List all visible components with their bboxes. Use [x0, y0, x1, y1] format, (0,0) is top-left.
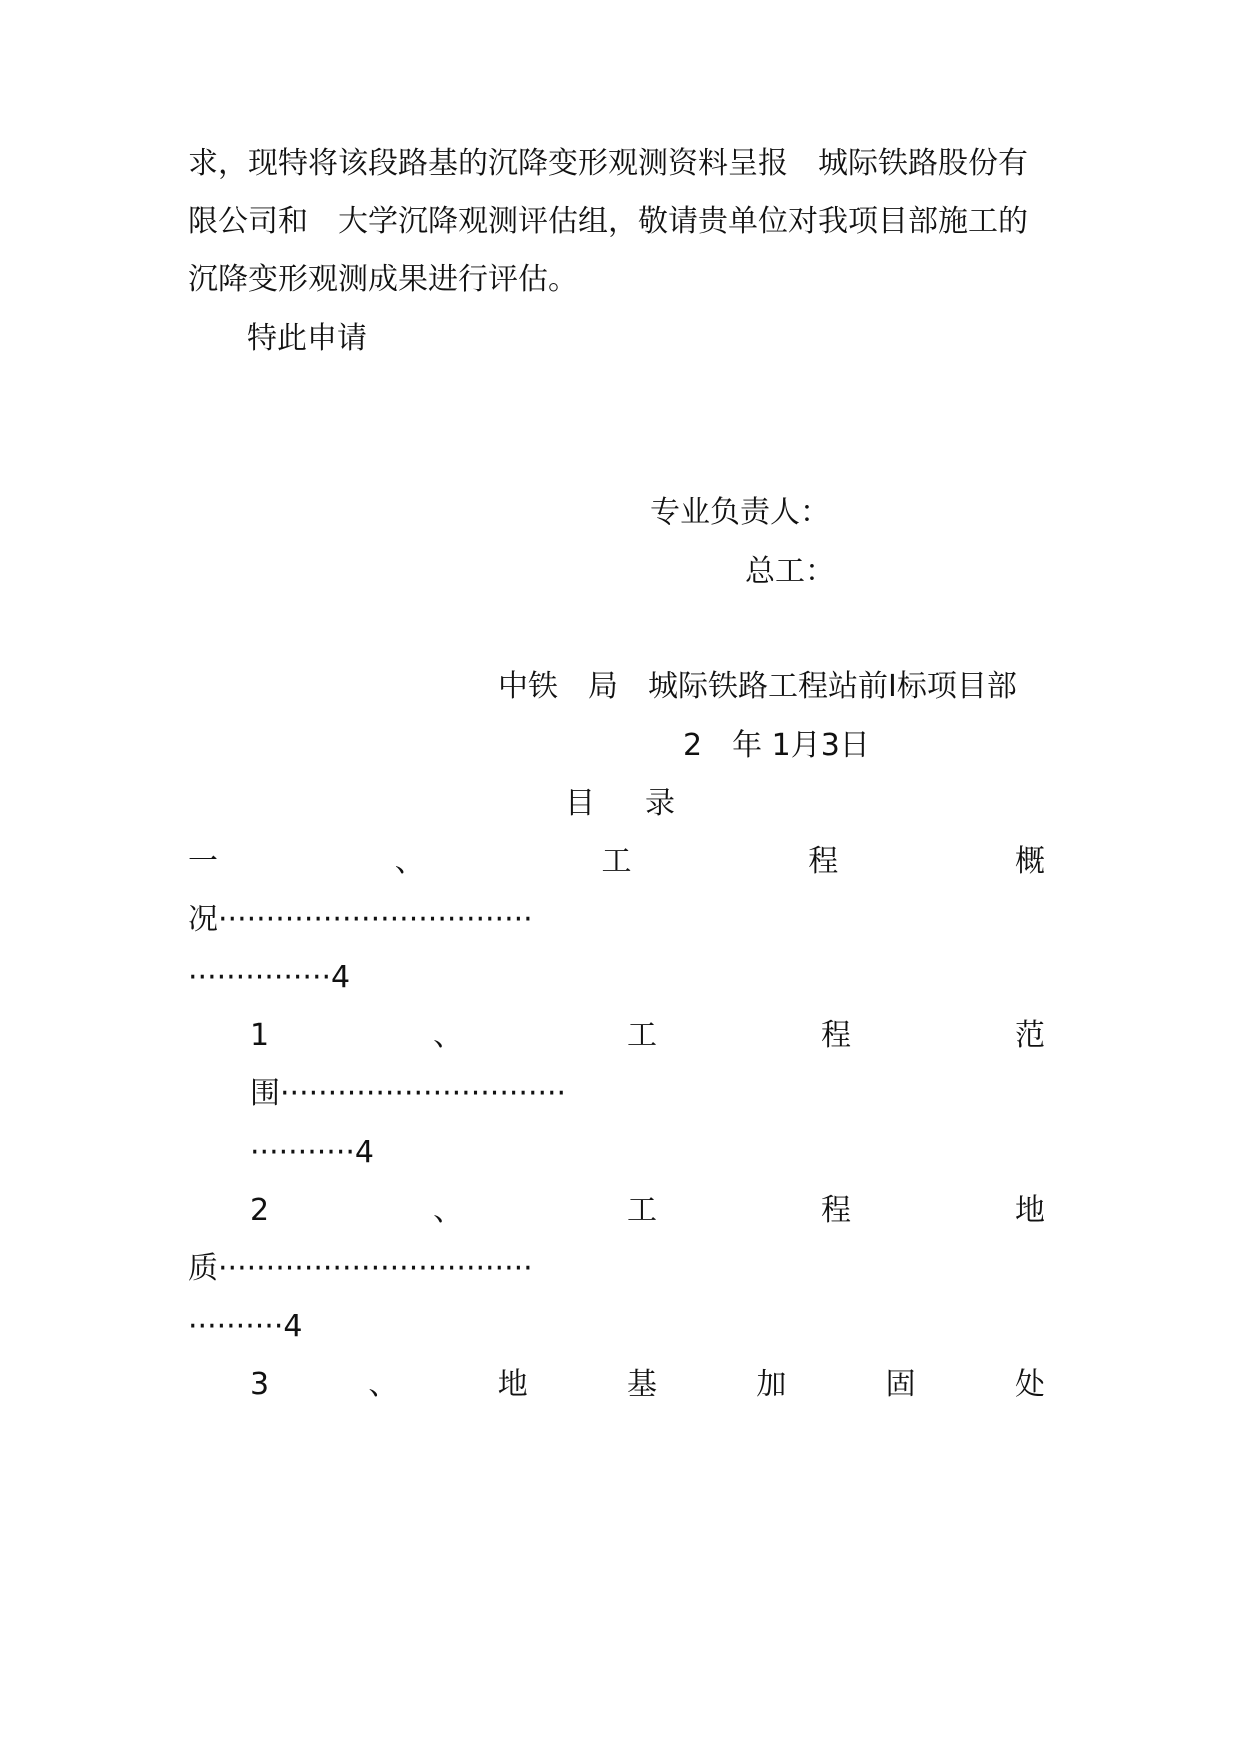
toc-entry-2-page-number-line[interactable]: ···········4: [250, 1135, 374, 1170]
toc-entry-2-part-4: 程: [821, 1018, 851, 1053]
body-paragraph-line-1: 求，现特将该段路基的沉降变形观测资料呈报 城际铁路股份有: [188, 146, 1028, 181]
toc-entry-3-part-3: 工: [627, 1193, 658, 1228]
table-of-contents-title: 目录: [565, 786, 725, 821]
document-date: 2 年 1月3日: [683, 728, 870, 763]
toc-entry-4-part-7: 处: [1014, 1367, 1045, 1402]
toc-entry-2-leader-line[interactable]: 围······························: [250, 1076, 567, 1111]
toc-entry-1-part-4: 程: [808, 844, 839, 879]
toc-entry-2-part-2: 、: [433, 1018, 464, 1053]
toc-entry-4-part-3: 地: [497, 1367, 528, 1402]
toc-entry-2-part-1: 1: [250, 1018, 270, 1053]
closing-text: 特此申请: [247, 321, 367, 356]
toc-entry-1-part-5: 概: [1015, 844, 1045, 879]
toc-entry-4-part-2: 、: [368, 1367, 399, 1402]
toc-entry-3-leader-line[interactable]: 质·································: [188, 1251, 533, 1286]
toc-entry-4-heading[interactable]: [250, 1367, 1045, 1403]
body-paragraph-line-3: 沉降变形观测成果进行评估。: [188, 262, 578, 297]
toc-entry-3-part-5: 地: [1014, 1193, 1045, 1228]
toc-entry-2-heading[interactable]: [250, 1018, 1045, 1054]
toc-entry-4-part-5: 加: [756, 1367, 787, 1402]
chief-engineer-signature-label: 总工：: [745, 554, 835, 589]
toc-entry-2-part-5: 范: [1014, 1018, 1045, 1053]
professional-signature-label: 专业负责人：: [650, 495, 830, 530]
toc-entry-1-page-number-line[interactable]: ···············4: [188, 960, 351, 995]
toc-entry-3-page-number-line[interactable]: ··········4: [188, 1309, 303, 1344]
toc-entry-1-part-3: 工: [601, 844, 632, 879]
body-paragraph-line-2: 限公司和 大学沉降观测评估组，敬请贵单位对我项目部施工的: [188, 204, 1028, 239]
toc-entry-3-heading[interactable]: [250, 1193, 1045, 1229]
toc-entry-3-part-4: 程: [821, 1193, 851, 1228]
toc-entry-1-leader-line[interactable]: 况·································: [188, 902, 533, 937]
toc-entry-4-part-6: 固: [885, 1367, 916, 1402]
organization-name: 中铁 局 城际铁路工程站前Ⅰ标项目部: [498, 669, 1017, 704]
toc-entry-1-part-1: 一: [188, 844, 218, 879]
toc-entry-3-part-1: 2: [250, 1193, 270, 1228]
toc-entry-3-part-2: 、: [433, 1193, 464, 1228]
toc-entry-4-part-4: 基: [627, 1367, 658, 1402]
toc-entry-4-part-1: 3: [250, 1367, 270, 1402]
toc-entry-1-heading[interactable]: [188, 844, 1045, 880]
toc-entry-1-part-2: 、: [394, 844, 425, 879]
toc-entry-2-part-3: 工: [627, 1018, 658, 1053]
